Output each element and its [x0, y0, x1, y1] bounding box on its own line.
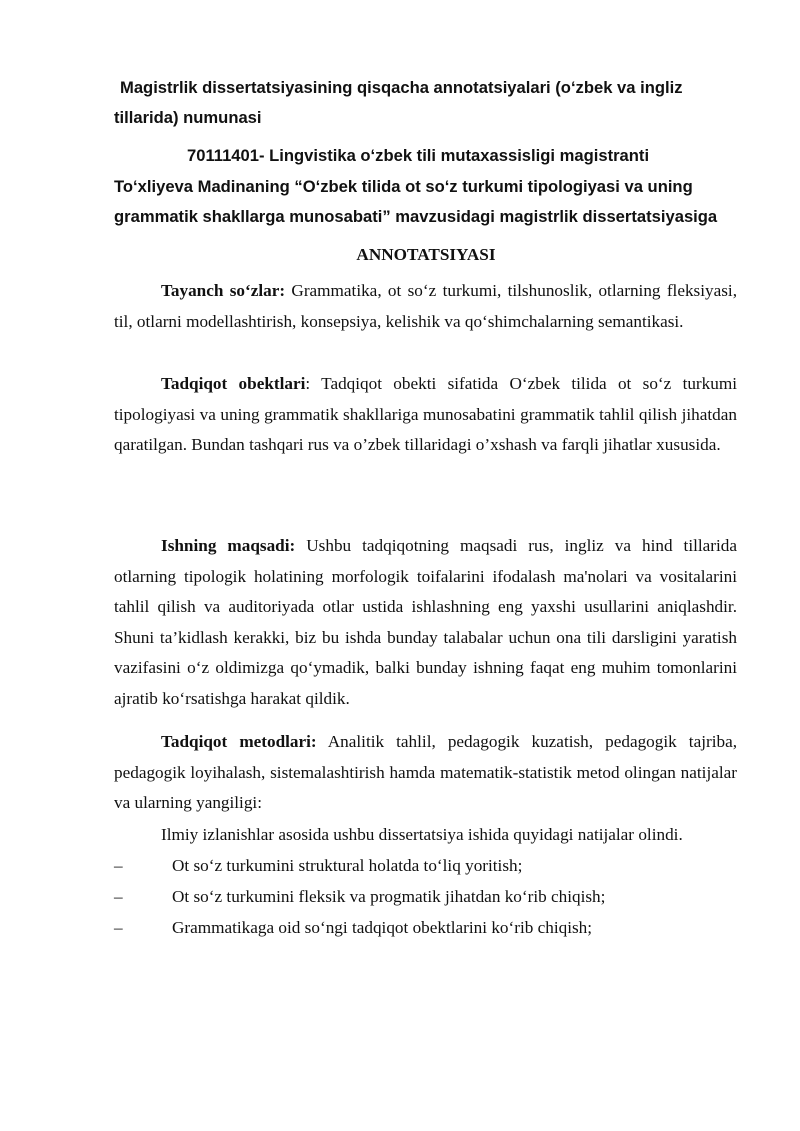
list-item-text: Ot so‘z turkumini fleksik va progmatik jihatdan ko‘rib chiqish;	[172, 887, 606, 906]
objects-label: Tadqiqot obektlari	[161, 374, 306, 393]
objects-paragraph	[114, 369, 737, 461]
methods-label: Tadqiqot metodlari:	[161, 732, 317, 751]
specialty-line: 70111401- Lingvistika o‘zbek tili mutaxassisligi magistranti	[187, 146, 650, 165]
keywords-paragraph	[114, 276, 737, 337]
keywords-label: Tayanch so‘zlar:	[161, 281, 286, 300]
list-item-text: Ot so‘z turkumini struktural holatda to‘liq yoritish;	[172, 856, 523, 875]
list-item-text: Grammatikaga oid so‘ngi tadqiqot obektlarini ko‘rib chiqish;	[172, 918, 593, 937]
topic-line-2: grammatik shakllarga munosabati” mavzusidagi magistrlik dissertatsiyasiga	[114, 207, 718, 226]
results-intro: Ilmiy izlanishlar asosida ushbu dissertatsiya ishida quyidagi natijalar olindi.	[161, 825, 683, 844]
title-line-2: tillarida) numunasi	[114, 108, 262, 127]
objects-text: : Tadqiqot obekti sifatida O‘zbek tilida ot so‘z turkumi tipologiyasi va uning grammatik shakllariga munosabatini grammatik tahlil qilish jihatdan qaratilgan. Bundan tashqari rus va o’zbek tillaridagi o’xshash va farqli jihatlar xususida.	[114, 374, 737, 454]
goal-text: Ushbu tadqiqotning maqsadi rus, ingliz va hind tillarida otlarning tipologik holatining morfologik toifalarini ifodalash ma'nolari va vositalarini tahlil qilish va auditoriyada otlar ustida ishlashning eng yaxshi usullarini aniqlashdir. Shuni ta’kidlash kerakki, biz bu ishda bunday talabalar uchun ona tili darsligini yaratish vazifasini o‘z oldimizga qo‘ymadik, balki bunday ishning faqat eng muhim tomonlarini ajratib ko‘rsatishga harakat qildik.	[114, 536, 737, 708]
methods-paragraph	[114, 727, 737, 819]
dash-bullet: –	[114, 918, 123, 937]
dash-bullet: –	[114, 887, 123, 906]
goal-paragraph	[114, 531, 737, 714]
methods-text: Analitik tahlil, pedagogik kuzatish, pedagogik tajriba, pedagogik loyihalash, sistemalashtirish hamda matematik-statistik metod olingan natijalar va ularning yangiligi:	[114, 732, 737, 812]
title-line-1: Magistrlik dissertatsiyasining qisqacha annotatsiyalari (o‘zbek va ingliz	[120, 78, 683, 97]
dash-bullet: –	[114, 856, 123, 875]
section-title: ANNOTATSIYASI	[356, 245, 496, 264]
goal-label: Ishning maqsadi:	[161, 536, 296, 555]
keywords-text: Grammatika, ot so‘z turkumi, tilshunoslik, otlarning fleksiyasi, til, otlarni modellashtirish, konsepsiya, kelishik va qo‘shimchalarning semantikasi.	[114, 281, 737, 331]
topic-line-1: To‘xliyeva Madinaning “O‘zbek tilida ot so‘z turkumi tipologiyasi va uning	[114, 177, 693, 196]
